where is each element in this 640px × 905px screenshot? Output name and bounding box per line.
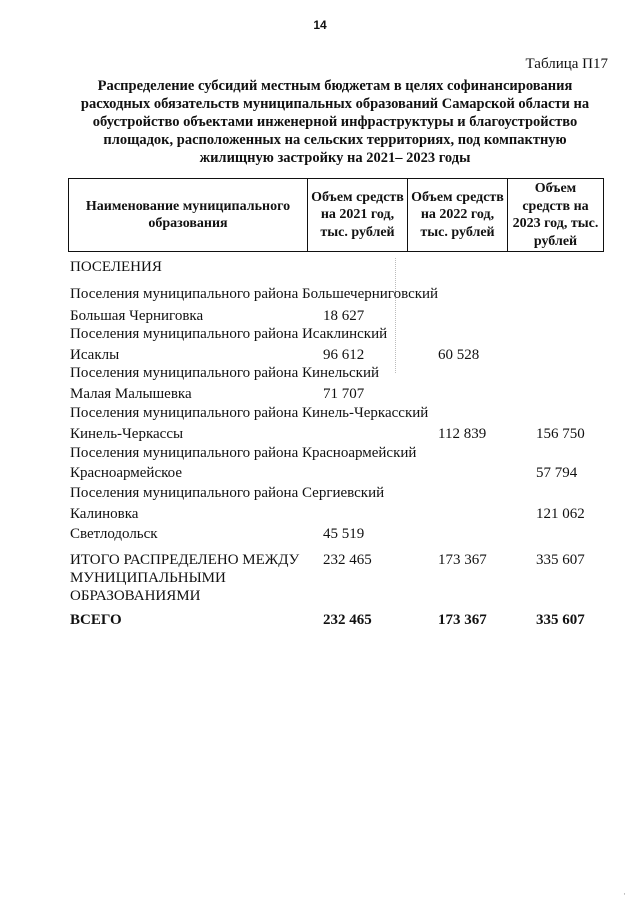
value-2023: 156 750 <box>536 426 585 442</box>
settlement-name: Малая Малышевка <box>70 386 192 402</box>
page-number: 14 <box>313 18 327 32</box>
subtotal-label: МУНИЦИПАЛЬНЫМИ <box>70 570 226 586</box>
value-2021: 18 627 <box>323 308 365 324</box>
total-2021: 232 465 <box>323 612 372 628</box>
settlement-name: Светлодольск <box>70 526 158 542</box>
total-2023: 335 607 <box>536 612 585 628</box>
district-heading: Поселения муниципального района Красноармейский <box>70 445 417 461</box>
header-col-name: Наименование муниципального образования <box>69 179 308 252</box>
district-heading: Поселения муниципального района Сергиевский <box>70 485 385 501</box>
value-2021: 71 707 <box>323 386 365 402</box>
subtotal-2021: 232 465 <box>323 552 372 568</box>
settlement-name: Кинель-Черкассы <box>70 426 184 442</box>
district-heading: Поселения муниципального района Кинельский <box>70 365 380 381</box>
value-2023: 121 062 <box>536 506 585 522</box>
document-title: Распределение субсидий местным бюджетам в целях софинансирования расходных обязательств муниципальных образований Самарской области на обустройство объектами инженерной инфраструктуры и благоустройство площадок, расположенных на сельских территориях, под компактную жилищную застройку на 2021– 2023 годы <box>80 78 590 166</box>
total-2022: 173 367 <box>438 612 487 628</box>
district-heading: Поселения муниципального района Исаклинский <box>70 326 388 342</box>
table-label: Таблица П17 <box>525 56 608 72</box>
subtotal-label: ОБРАЗОВАНИЯМИ <box>70 588 201 604</box>
header-col-2021: Объем средств на 2021 год, тыс. рублей <box>308 179 408 252</box>
column-separator <box>395 258 396 373</box>
total-label: ВСЕГО <box>70 612 122 628</box>
value-2022: 60 528 <box>438 347 480 363</box>
subtotal-label: ИТОГО РАСПРЕДЕЛЕНО МЕЖДУ <box>70 552 300 568</box>
section-heading: ПОСЕЛЕНИЯ <box>70 259 162 275</box>
settlement-name: Красноармейское <box>70 465 182 481</box>
subtotal-2022: 173 367 <box>438 552 487 568</box>
settlement-name: Калиновка <box>70 506 139 522</box>
subtotal-2023: 335 607 <box>536 552 585 568</box>
value-2022: 112 839 <box>438 426 487 442</box>
table-header <box>68 178 604 252</box>
settlement-name: Исаклы <box>70 347 120 363</box>
scan-mark: · <box>623 889 626 899</box>
value-2021: 45 519 <box>323 526 365 542</box>
header-col-2023: Объем средств на 2023 год, тыс. рублей <box>508 179 604 252</box>
district-heading: Поселения муниципального района Кинель-Черкасский <box>70 405 429 421</box>
value-2023: 57 794 <box>536 465 578 481</box>
district-heading: Поселения муниципального района Большечерниговский <box>70 286 439 302</box>
value-2021: 96 612 <box>323 347 365 363</box>
settlement-name: Большая Черниговка <box>70 308 204 324</box>
header-col-2022: Объем средств на 2022 год, тыс. рублей <box>408 179 508 252</box>
